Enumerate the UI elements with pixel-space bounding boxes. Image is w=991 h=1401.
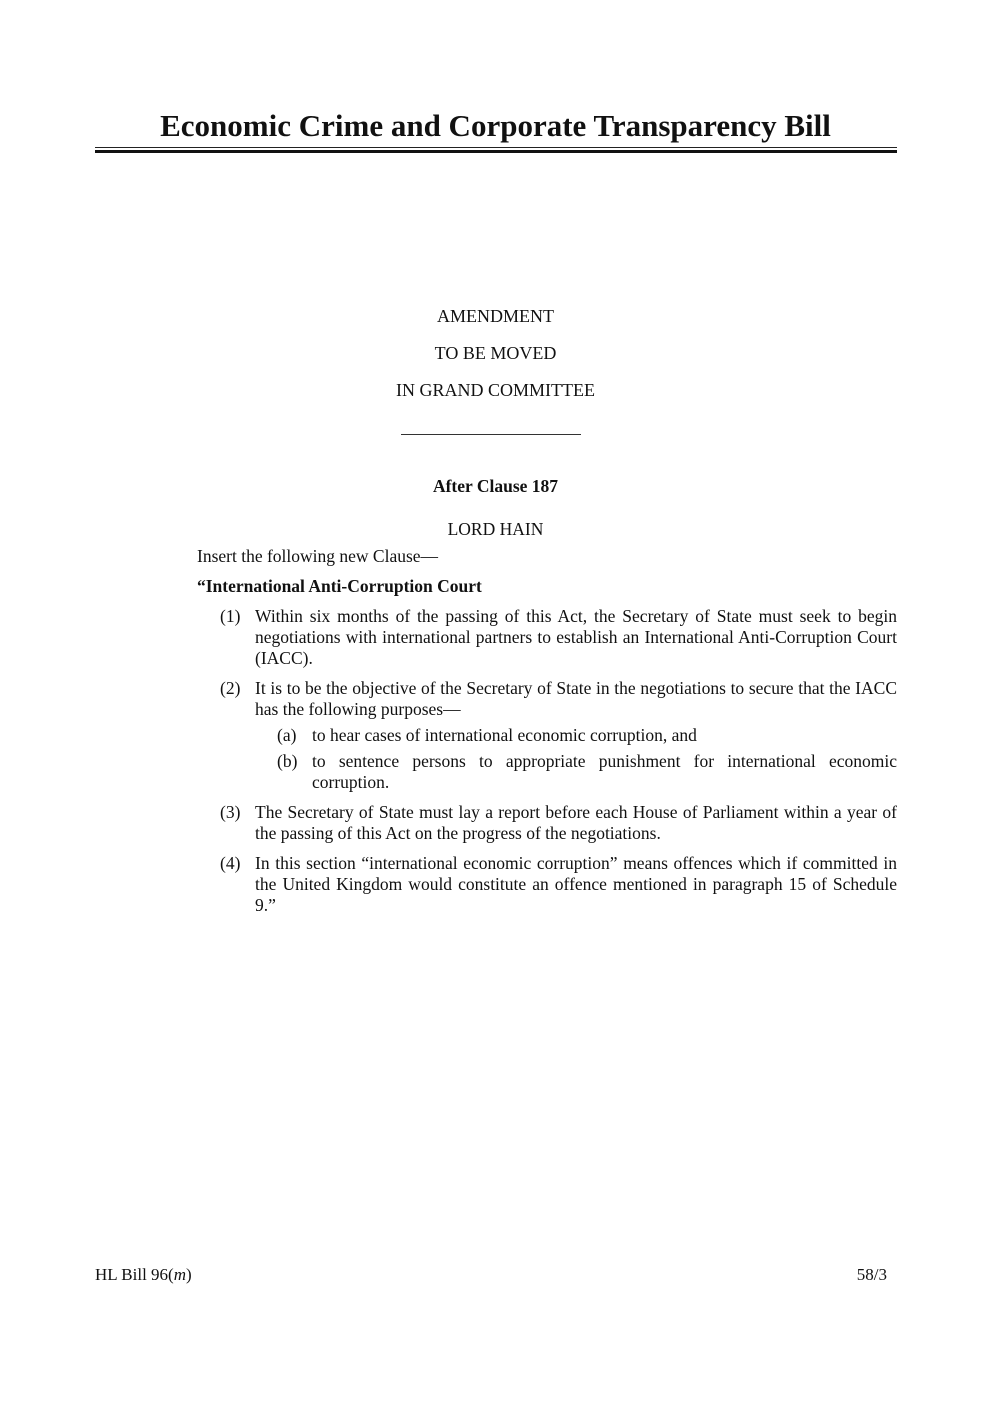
- paragraph-number: (4): [220, 853, 241, 873]
- heading-committee: IN GRAND COMMITTEE: [396, 380, 595, 400]
- separator-rule: [401, 434, 581, 435]
- paragraph-number: (1): [220, 606, 241, 626]
- bill-number-prefix: HL Bill 96(: [95, 1265, 174, 1284]
- item-b: [277, 751, 897, 793]
- item-a: [277, 725, 897, 746]
- paragraph-text: It is to be the objective of the Secretary of State in the negotiations to secure that the IACC has the following purposes—: [255, 678, 897, 719]
- item-text: to hear cases of international economic corruption, and: [312, 725, 697, 745]
- page-number: 58/3: [856, 1265, 887, 1284]
- mover-name: LORD HAIN: [447, 519, 544, 539]
- paragraph-3: [220, 802, 897, 844]
- bill-title: Economic Crime and Corporate Transparency Bill: [160, 108, 831, 143]
- title-rule-thick: [95, 150, 897, 153]
- paragraph-number: (2): [220, 678, 241, 698]
- clause-reference: After Clause 187: [432, 476, 559, 496]
- paragraph-text: Within six months of the passing of this Act, the Secretary of State must seek to begin negotiations with international partners to establish an International Anti-Corruption Court (IACC).: [255, 606, 897, 668]
- bill-number: [95, 1265, 192, 1285]
- heading-to-be-moved: TO BE MOVED: [434, 343, 557, 363]
- clause-title: “International Anti-Corruption Court: [197, 576, 482, 596]
- bill-number-suffix: m: [173, 1265, 186, 1284]
- paragraph-text: In this section “international economic corruption” means offences which if committed in the United Kingdom would constitute an offence mentioned in paragraph 15 of Schedule 9.”: [255, 853, 897, 915]
- paragraph-number: (3): [220, 802, 241, 822]
- amendment-body: [197, 546, 897, 925]
- title-rule-thin: [95, 147, 897, 148]
- paragraph-text: The Secretary of State must lay a report before each House of Parliament within a year of the passing of this Act on the progress of the negotiations.: [255, 802, 897, 843]
- item-text: to sentence persons to appropriate punishment for international economic corruption.: [312, 751, 897, 792]
- item-number: (a): [277, 725, 297, 745]
- paragraph-1: [220, 606, 897, 669]
- intro-text: Insert the following new Clause—: [197, 546, 439, 566]
- bill-number-close: ): [185, 1265, 192, 1284]
- item-number: (b): [277, 751, 298, 771]
- paragraph-2: [220, 678, 897, 720]
- heading-amendment: AMENDMENT: [437, 306, 554, 326]
- paragraph-4: [220, 853, 897, 916]
